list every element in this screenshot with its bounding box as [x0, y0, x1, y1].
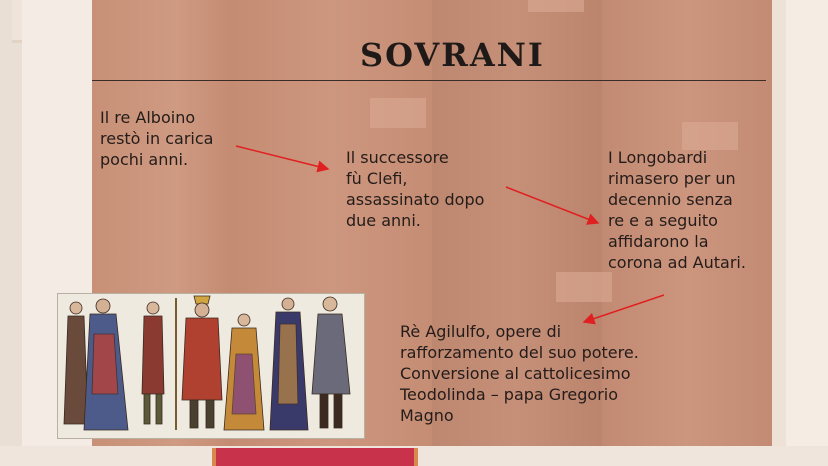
text-box-alboino: Il re Alboino restò in carica pochi anni.: [100, 108, 214, 169]
text-box-autari: I Longobardi rimasero per un decennio senza re e a seguito affidarono la corona ad Autari.: [608, 148, 746, 272]
arrow-right-icon: [584, 295, 664, 322]
slide-title: SOVRANI: [360, 36, 545, 74]
arrow-right-icon: [506, 187, 598, 223]
text-box-agilulfo: Rè Agilulfo, opere di rafforzamento del suo potere. Conversione al cattolicesimo Teodolinda – papa Gregorio Magno: [400, 322, 639, 425]
text-box-clefi: Il successore fù Clefi, assassinato dopo due anni.: [346, 148, 485, 230]
lombard-figures-illustration: [57, 293, 365, 439]
arrow-right-icon: [236, 146, 328, 169]
